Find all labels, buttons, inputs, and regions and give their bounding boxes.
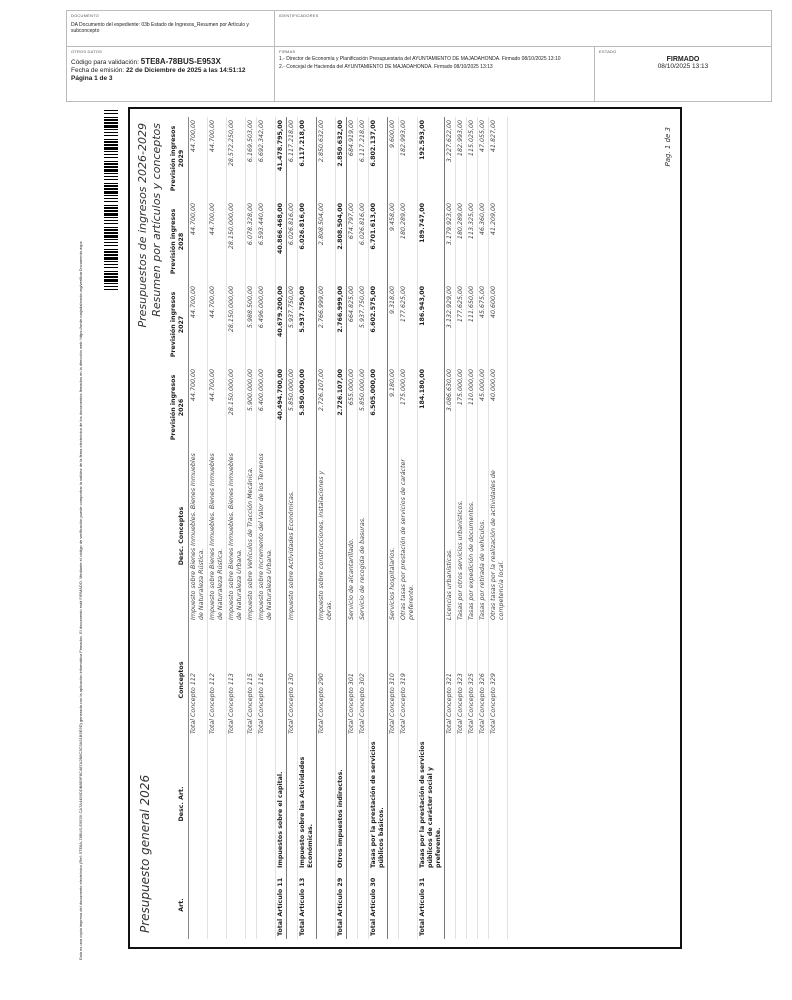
- row-prevision-2029: 44.700,00: [189, 117, 208, 200]
- row-prevision-2029: 684.919,00: [347, 117, 358, 200]
- row-desc-concepto: [369, 449, 388, 623]
- row-prevision-2027: 44.700,00: [189, 283, 208, 366]
- row-prevision-2026: 5.850.000,00: [287, 366, 298, 449]
- row-concepto: Total Concepto 116: [257, 623, 276, 737]
- row-desc-art: [189, 737, 208, 871]
- row-prevision-2027: 5.988.500,00: [246, 283, 257, 366]
- row-prevision-2028: 180.289,00: [399, 200, 418, 283]
- row-desc-art: [445, 737, 456, 871]
- row-prevision-2026: 3.086.630,00: [445, 366, 456, 449]
- row-concepto: Total Concepto 325: [467, 623, 478, 737]
- firmas-label: FIRMAS: [279, 49, 296, 54]
- row-prevision-2026: 2.726.107,00: [336, 366, 347, 449]
- row-art: Total Artículo 31: [418, 871, 445, 939]
- documento-cell: [67, 11, 275, 47]
- row-prevision-2027: 28.150.000,00: [227, 283, 246, 366]
- income-table: [168, 117, 508, 939]
- concept-row: [189, 117, 208, 939]
- row-prevision-2028: 9.458,00: [388, 200, 399, 283]
- row-desc-art: [227, 737, 246, 871]
- col-header-art: Art.: [168, 871, 189, 939]
- row-art: [456, 871, 467, 939]
- concept-row: [445, 117, 456, 939]
- row-prevision-2027: 177.625,00: [456, 283, 467, 366]
- row-prevision-2029: 2.850.632,00: [336, 117, 347, 200]
- row-art: [358, 871, 369, 939]
- estado-cell: [595, 47, 771, 101]
- row-concepto: Total Concepto 301: [347, 623, 358, 737]
- row-prevision-2027: 9.318,00: [388, 283, 399, 366]
- row-prevision-2029: 47.055,00: [478, 117, 489, 200]
- row-desc-concepto: [298, 449, 317, 623]
- row-concepto: Total Concepto 112: [189, 623, 208, 737]
- row-prevision-2028: 40.866.468,00: [276, 200, 287, 283]
- row-desc-concepto: Impuesto sobre Bienes Inmuebles. Bienes Inmuebles de Naturaleza Rústica.: [208, 449, 227, 623]
- row-concepto: Total Concepto 115: [246, 623, 257, 737]
- fecha-label: Fecha de emisión:: [71, 67, 125, 74]
- row-prevision-2028: 113.325,00: [467, 200, 478, 283]
- row-prevision-2026: 5.850.000,00: [298, 366, 317, 449]
- row-art: [388, 871, 399, 939]
- row-prevision-2026: 40.000,00: [489, 366, 508, 449]
- row-prevision-2028: 6.026.816,00: [287, 200, 298, 283]
- row-prevision-2027: 45.675,00: [478, 283, 489, 366]
- article-total-row: [369, 117, 388, 939]
- row-prevision-2026: 28.150.000,00: [227, 366, 246, 449]
- row-prevision-2029: 6.692.342,00: [257, 117, 276, 200]
- row-desc-art: [208, 737, 227, 871]
- row-art: Total Artículo 29: [336, 871, 347, 939]
- row-concepto: Total Concepto 112: [208, 623, 227, 737]
- row-concepto: [418, 623, 445, 737]
- row-desc-art: [257, 737, 276, 871]
- row-prevision-2026: 184.180,00: [418, 366, 445, 449]
- article-total-row: [336, 117, 347, 939]
- row-prevision-2028: 41.209,00: [489, 200, 508, 283]
- row-desc-art: [489, 737, 508, 871]
- concept-row: [257, 117, 276, 939]
- row-prevision-2029: 41.827,00: [489, 117, 508, 200]
- concept-row: [467, 117, 478, 939]
- concept-row: [478, 117, 489, 939]
- report-title-right: [136, 123, 164, 328]
- row-desc-art: [456, 737, 467, 871]
- estado-value: FIRMADO: [666, 56, 700, 63]
- row-desc-concepto: Impuesto sobre Vehículos de Tracción Mecánica.: [246, 449, 257, 623]
- row-prevision-2028: 46.360,00: [478, 200, 489, 283]
- documento-value: DA Documento del expediente: 03b Estado de Ingresos_Resumen por Artículo y subconcepto: [71, 22, 249, 34]
- row-concepto: Total Concepto 130: [287, 623, 298, 737]
- col-header-prevision-2026: Previsión ingresos 2026: [168, 366, 189, 449]
- row-desc-art: Tasas por la prestación de servicios públicos básicos.: [369, 737, 388, 871]
- pagina-indicator: Página 1 de 3: [71, 75, 113, 82]
- row-prevision-2027: 6.602.575,00: [369, 283, 388, 366]
- row-desc-art: [358, 737, 369, 871]
- row-prevision-2028: 44.700,00: [208, 200, 227, 283]
- row-prevision-2026: 44.700,00: [189, 366, 208, 449]
- row-prevision-2029: 41.478.795,00: [276, 117, 287, 200]
- identificadores-label: IDENTIFICADORES: [279, 13, 319, 18]
- row-prevision-2028: 44.700,00: [189, 200, 208, 283]
- row-desc-art: [317, 737, 336, 871]
- row-desc-concepto: Servicios hospitalarios.: [388, 449, 399, 623]
- row-desc-concepto: Impuesto sobre Bienes Inmuebles. Bienes Inmuebles de Naturaleza Urbana.: [227, 449, 246, 623]
- row-prevision-2029: 192.593,00: [418, 117, 445, 200]
- estado-label: ESTADO: [599, 49, 617, 54]
- row-art: [399, 871, 418, 939]
- row-prevision-2026: 6.400.000,00: [257, 366, 276, 449]
- document-header: [66, 10, 772, 102]
- row-art: [208, 871, 227, 939]
- identificadores-cell: [275, 11, 771, 47]
- row-prevision-2027: 2.766.999,00: [317, 283, 336, 366]
- row-art: Total Artículo 30: [369, 871, 388, 939]
- row-art: [189, 871, 208, 939]
- row-concepto: [298, 623, 317, 737]
- col-header-desc-art: Desc. Art.: [168, 737, 189, 871]
- row-concepto: [336, 623, 347, 737]
- row-art: [478, 871, 489, 939]
- row-concepto: Total Concepto 113: [227, 623, 246, 737]
- row-prevision-2029: 182.993,00: [456, 117, 467, 200]
- report-title-right-2: Resumen por artículos y conceptos: [150, 123, 163, 317]
- row-prevision-2029: 6.117.218,00: [358, 117, 369, 200]
- row-prevision-2026: 6.505.000,00: [369, 366, 388, 449]
- row-prevision-2026: 40.494.700,00: [276, 366, 287, 449]
- row-prevision-2029: 182.993,00: [399, 117, 418, 200]
- row-prevision-2029: 6.117.218,00: [287, 117, 298, 200]
- col-header-prevision-2027: Previsión ingresos 2027: [168, 283, 189, 366]
- row-prevision-2029: 115.025,00: [467, 117, 478, 200]
- barcode-icon: [104, 110, 118, 290]
- row-concepto: Total Concepto 326: [478, 623, 489, 737]
- article-total-row: [298, 117, 317, 939]
- concept-row: [246, 117, 257, 939]
- row-concepto: [276, 623, 287, 737]
- firma-1: 1.- Director de Economía y Planificación Presupuestaria del AYUNTAMIENTO DE MAJADAHONDA. Firmado 08/10/2025 13:10: [279, 56, 561, 62]
- row-prevision-2026: 9.180,00: [388, 366, 399, 449]
- row-prevision-2027: 5.937.750,00: [358, 283, 369, 366]
- concept-row: [287, 117, 298, 939]
- row-desc-art: [246, 737, 257, 871]
- row-prevision-2028: 189.747,00: [418, 200, 445, 283]
- row-desc-concepto: Tasas por otros servicios urbanísticos.: [456, 449, 467, 623]
- row-concepto: Total Concepto 319: [399, 623, 418, 737]
- article-total-row: [276, 117, 287, 939]
- row-desc-concepto: Licencias urbanísticas.: [445, 449, 456, 623]
- row-desc-art: [347, 737, 358, 871]
- row-concepto: [369, 623, 388, 737]
- row-prevision-2029: 6.802.137,00: [369, 117, 388, 200]
- row-prevision-2027: 177.625,00: [399, 283, 418, 366]
- row-desc-concepto: Otras tasas por prestación de servicios de carácter preferente.: [399, 449, 418, 623]
- verification-sidebar-text: Esta es una copia impresa del documento electrónico (Ref: 5TE8A-78BUS-E953X CA7A4459DDB8E9F8C487A2B8C3C5A51B5E9D) generada con la aplicación informática Firmadoc. El documento está FIRMADO. Mediante el código de verificación puede comprobar la validez de la firma electrónica de los documentos firmados en la dirección web: https://sede.majadahonda.org/verificarDocumento.aspx: [78, 241, 83, 960]
- estado-fecha: 08/10/2025 13:13: [657, 63, 709, 70]
- row-concepto: Total Concepto 310: [388, 623, 399, 737]
- row-desc-concepto: Tasas por retirada de vehículos.: [478, 449, 489, 623]
- row-art: [347, 871, 358, 939]
- concept-row: [456, 117, 467, 939]
- row-prevision-2028: 6.701.613,00: [369, 200, 388, 283]
- row-desc-concepto: Impuesto sobre Bienes Inmuebles. Bienes Inmuebles de Naturaleza Rústica.: [189, 449, 208, 623]
- documento-label: DOCUMENTO: [71, 13, 99, 18]
- row-prevision-2026: 5.900.000,00: [246, 366, 257, 449]
- row-desc-art: [399, 737, 418, 871]
- row-desc-concepto: Otras tasas por la realización de actividades de competencia local.: [489, 449, 508, 623]
- row-prevision-2026: 2.726.107,00: [317, 366, 336, 449]
- row-prevision-2027: 40.600,00: [489, 283, 508, 366]
- row-art: [489, 871, 508, 939]
- row-prevision-2029: 9.600,00: [388, 117, 399, 200]
- row-prevision-2029: 3.227.622,00: [445, 117, 456, 200]
- row-art: [227, 871, 246, 939]
- codigo-label: Código para validación:: [71, 59, 139, 66]
- row-art: [445, 871, 456, 939]
- concept-row: [347, 117, 358, 939]
- row-desc-art: Tasas por la prestación de servicios públicos de carácter social y preferente.: [418, 737, 445, 871]
- row-prevision-2028: 6.078.328,00: [246, 200, 257, 283]
- col-header-conceptos: Conceptos: [168, 623, 189, 737]
- row-art: [257, 871, 276, 939]
- row-prevision-2029: 6.117.218,00: [298, 117, 317, 200]
- row-prevision-2028: 6.593.440,00: [257, 200, 276, 283]
- row-desc-concepto: Impuesto sobre Actividades Económicas.: [287, 449, 298, 623]
- row-prevision-2029: 44.700,00: [208, 117, 227, 200]
- report-rotated-page: [130, 109, 680, 947]
- firmas-cell: [275, 47, 595, 101]
- row-art: [317, 871, 336, 939]
- row-prevision-2028: 2.808.504,00: [317, 200, 336, 283]
- row-desc-concepto: Tasas por expedición de documentos.: [467, 449, 478, 623]
- row-prevision-2027: 664.825,00: [347, 283, 358, 366]
- col-header-prevision-2028: Previsión ingresos 2028: [168, 200, 189, 283]
- row-concepto: Total Concepto 323: [456, 623, 467, 737]
- row-prevision-2028: 2.808.504,00: [336, 200, 347, 283]
- row-prevision-2028: 6.026.816,00: [358, 200, 369, 283]
- row-concepto: Total Concepto 329: [489, 623, 508, 737]
- row-prevision-2028: 674.797,00: [347, 200, 358, 283]
- concept-row: [399, 117, 418, 939]
- row-desc-concepto: Impuesto sobre Incremento del Valor de los Terrenos de Naturaleza Urbana.: [257, 449, 276, 623]
- row-art: Total Artículo 11: [276, 871, 287, 939]
- row-concepto: Total Concepto 302: [358, 623, 369, 737]
- row-prevision-2027: 5.937.750,00: [298, 283, 317, 366]
- row-prevision-2029: 2.850.632,00: [317, 117, 336, 200]
- row-prevision-2026: 110.000,00: [467, 366, 478, 449]
- fecha-value: 22 de Diciembre de 2025 a las 14:51:12: [125, 67, 246, 74]
- row-art: [246, 871, 257, 939]
- row-prevision-2026: 175.000,00: [456, 366, 467, 449]
- row-desc-concepto: [418, 449, 445, 623]
- col-header-prevision-2029: Previsión ingresos 2029: [168, 117, 189, 200]
- income-table-header-row: [168, 117, 189, 939]
- otros-datos-label: OTROS DATOS: [71, 49, 102, 54]
- row-prevision-2026: 45.000,00: [478, 366, 489, 449]
- concept-row: [489, 117, 508, 939]
- concept-row: [358, 117, 369, 939]
- row-prevision-2027: 5.937.750,00: [287, 283, 298, 366]
- row-prevision-2027: 44.700,00: [208, 283, 227, 366]
- row-art: [467, 871, 478, 939]
- row-prevision-2026: 655.000,00: [347, 366, 358, 449]
- firma-2: 2.- Concejal de Hacienda del AYUNTAMIENTO DE MAJADAHONDA. Firmado 08/10/2025 13:13: [279, 64, 493, 70]
- row-desc-concepto: Servicio de recogida de basuras.: [358, 449, 369, 623]
- row-prevision-2026: 175.000,00: [399, 366, 418, 449]
- row-desc-art: [287, 737, 298, 871]
- row-prevision-2027: 111.650,00: [467, 283, 478, 366]
- row-prevision-2029: 6.169.503,00: [246, 117, 257, 200]
- concept-row: [317, 117, 336, 939]
- row-desc-concepto: Impuesto sobre construcciones, instalaciones y obras.: [317, 449, 336, 623]
- row-art: Total Artículo 13: [298, 871, 317, 939]
- col-header-desc-conceptos: Desc. Conceptos: [168, 449, 189, 623]
- row-concepto: Total Concepto 290: [317, 623, 336, 737]
- row-prevision-2028: 28.150.000,00: [227, 200, 246, 283]
- row-desc-concepto: Servicio de alcantarillado.: [347, 449, 358, 623]
- row-desc-art: Impuestos sobre el capital.: [276, 737, 287, 871]
- row-prevision-2027: 6.496.000,00: [257, 283, 276, 366]
- row-prevision-2027: 186.943,00: [418, 283, 445, 366]
- concept-row: [388, 117, 399, 939]
- row-prevision-2027: 40.679.200,00: [276, 283, 287, 366]
- row-desc-art: Impuesto sobre las Actividades Económicas.: [298, 737, 317, 871]
- row-prevision-2026: 5.850.000,00: [358, 366, 369, 449]
- row-prevision-2028: 180.289,00: [456, 200, 467, 283]
- codigo-value: 5TE8A-78BUS-E953X: [140, 57, 221, 66]
- row-prevision-2029: 28.572.250,00: [227, 117, 246, 200]
- row-desc-art: [388, 737, 399, 871]
- report-title-main: Presupuesto general 2026: [138, 774, 152, 933]
- row-prevision-2027: 2.766.999,00: [336, 283, 347, 366]
- article-total-row: [418, 117, 445, 939]
- concept-row: [208, 117, 227, 939]
- row-art: [287, 871, 298, 939]
- row-prevision-2027: 3.132.929,00: [445, 283, 456, 366]
- row-desc-art: [478, 737, 489, 871]
- report-page-label: Pag. 1 de 3: [664, 127, 672, 167]
- row-desc-art: [467, 737, 478, 871]
- row-prevision-2028: 3.179.923,00: [445, 200, 456, 283]
- income-table-body: [189, 117, 508, 939]
- row-prevision-2028: 6.026.816,00: [298, 200, 317, 283]
- concept-row: [227, 117, 246, 939]
- row-desc-concepto: [276, 449, 287, 623]
- report-frame: [128, 107, 682, 949]
- otros-datos-cell: [67, 47, 275, 101]
- row-prevision-2026: 44.700,00: [208, 366, 227, 449]
- row-desc-art: Otros impuestos indirectos.: [336, 737, 347, 871]
- row-desc-concepto: [336, 449, 347, 623]
- report-title-right-1: Presupuestos de ingresos 2026-2029: [136, 123, 149, 328]
- row-concepto: Total Concepto 321: [445, 623, 456, 737]
